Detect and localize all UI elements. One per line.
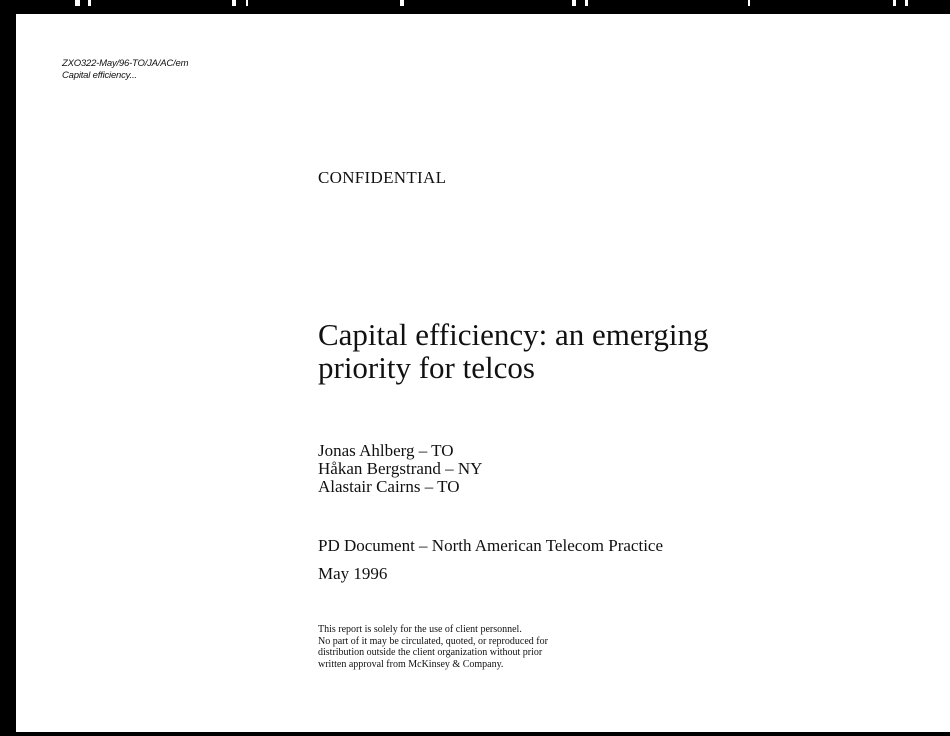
author-list [318, 442, 482, 496]
document-date: May 1996 [318, 564, 388, 583]
scan-mark [75, 0, 80, 6]
scan-mark [246, 0, 248, 6]
scan-mark [88, 0, 91, 6]
scan-border-bottom [0, 732, 950, 736]
scan-mark [572, 0, 576, 6]
document-reference [62, 58, 188, 82]
confidentiality-disclaimer [318, 624, 548, 670]
author: Håkan Bergstrand – NY [318, 459, 483, 478]
scan-border-top [0, 0, 950, 14]
disclaimer-line: No part of it may be circulated, quoted, or reproduced for [318, 635, 548, 647]
reference-code: ZXO322-May/96-TO/JA/AC/em [62, 58, 189, 69]
author: Jonas Ahlberg – TO [318, 441, 454, 460]
classification-label: CONFIDENTIAL [318, 168, 447, 187]
disclaimer-line: written approval from McKinsey & Company. [318, 658, 504, 670]
title-line: priority for telcos [318, 350, 535, 385]
scan-mark [585, 0, 588, 6]
scan-mark [748, 0, 750, 6]
scan-border-left [0, 0, 16, 736]
scan-mark [905, 0, 908, 6]
document-title [318, 318, 709, 384]
title-line: Capital efficiency: an emerging [318, 317, 709, 352]
author: Alastair Cairns – TO [318, 477, 460, 496]
scan-mark [232, 0, 236, 6]
short-title: Capital efficiency... [62, 70, 137, 81]
disclaimer-line: distribution outside the client organization without prior [318, 647, 543, 658]
scan-mark [400, 0, 404, 6]
disclaimer-line: This report is solely for the use of client personnel. [318, 624, 522, 635]
scan-mark [893, 0, 896, 6]
document-type: PD Document – North American Telecom Practice [318, 536, 664, 555]
